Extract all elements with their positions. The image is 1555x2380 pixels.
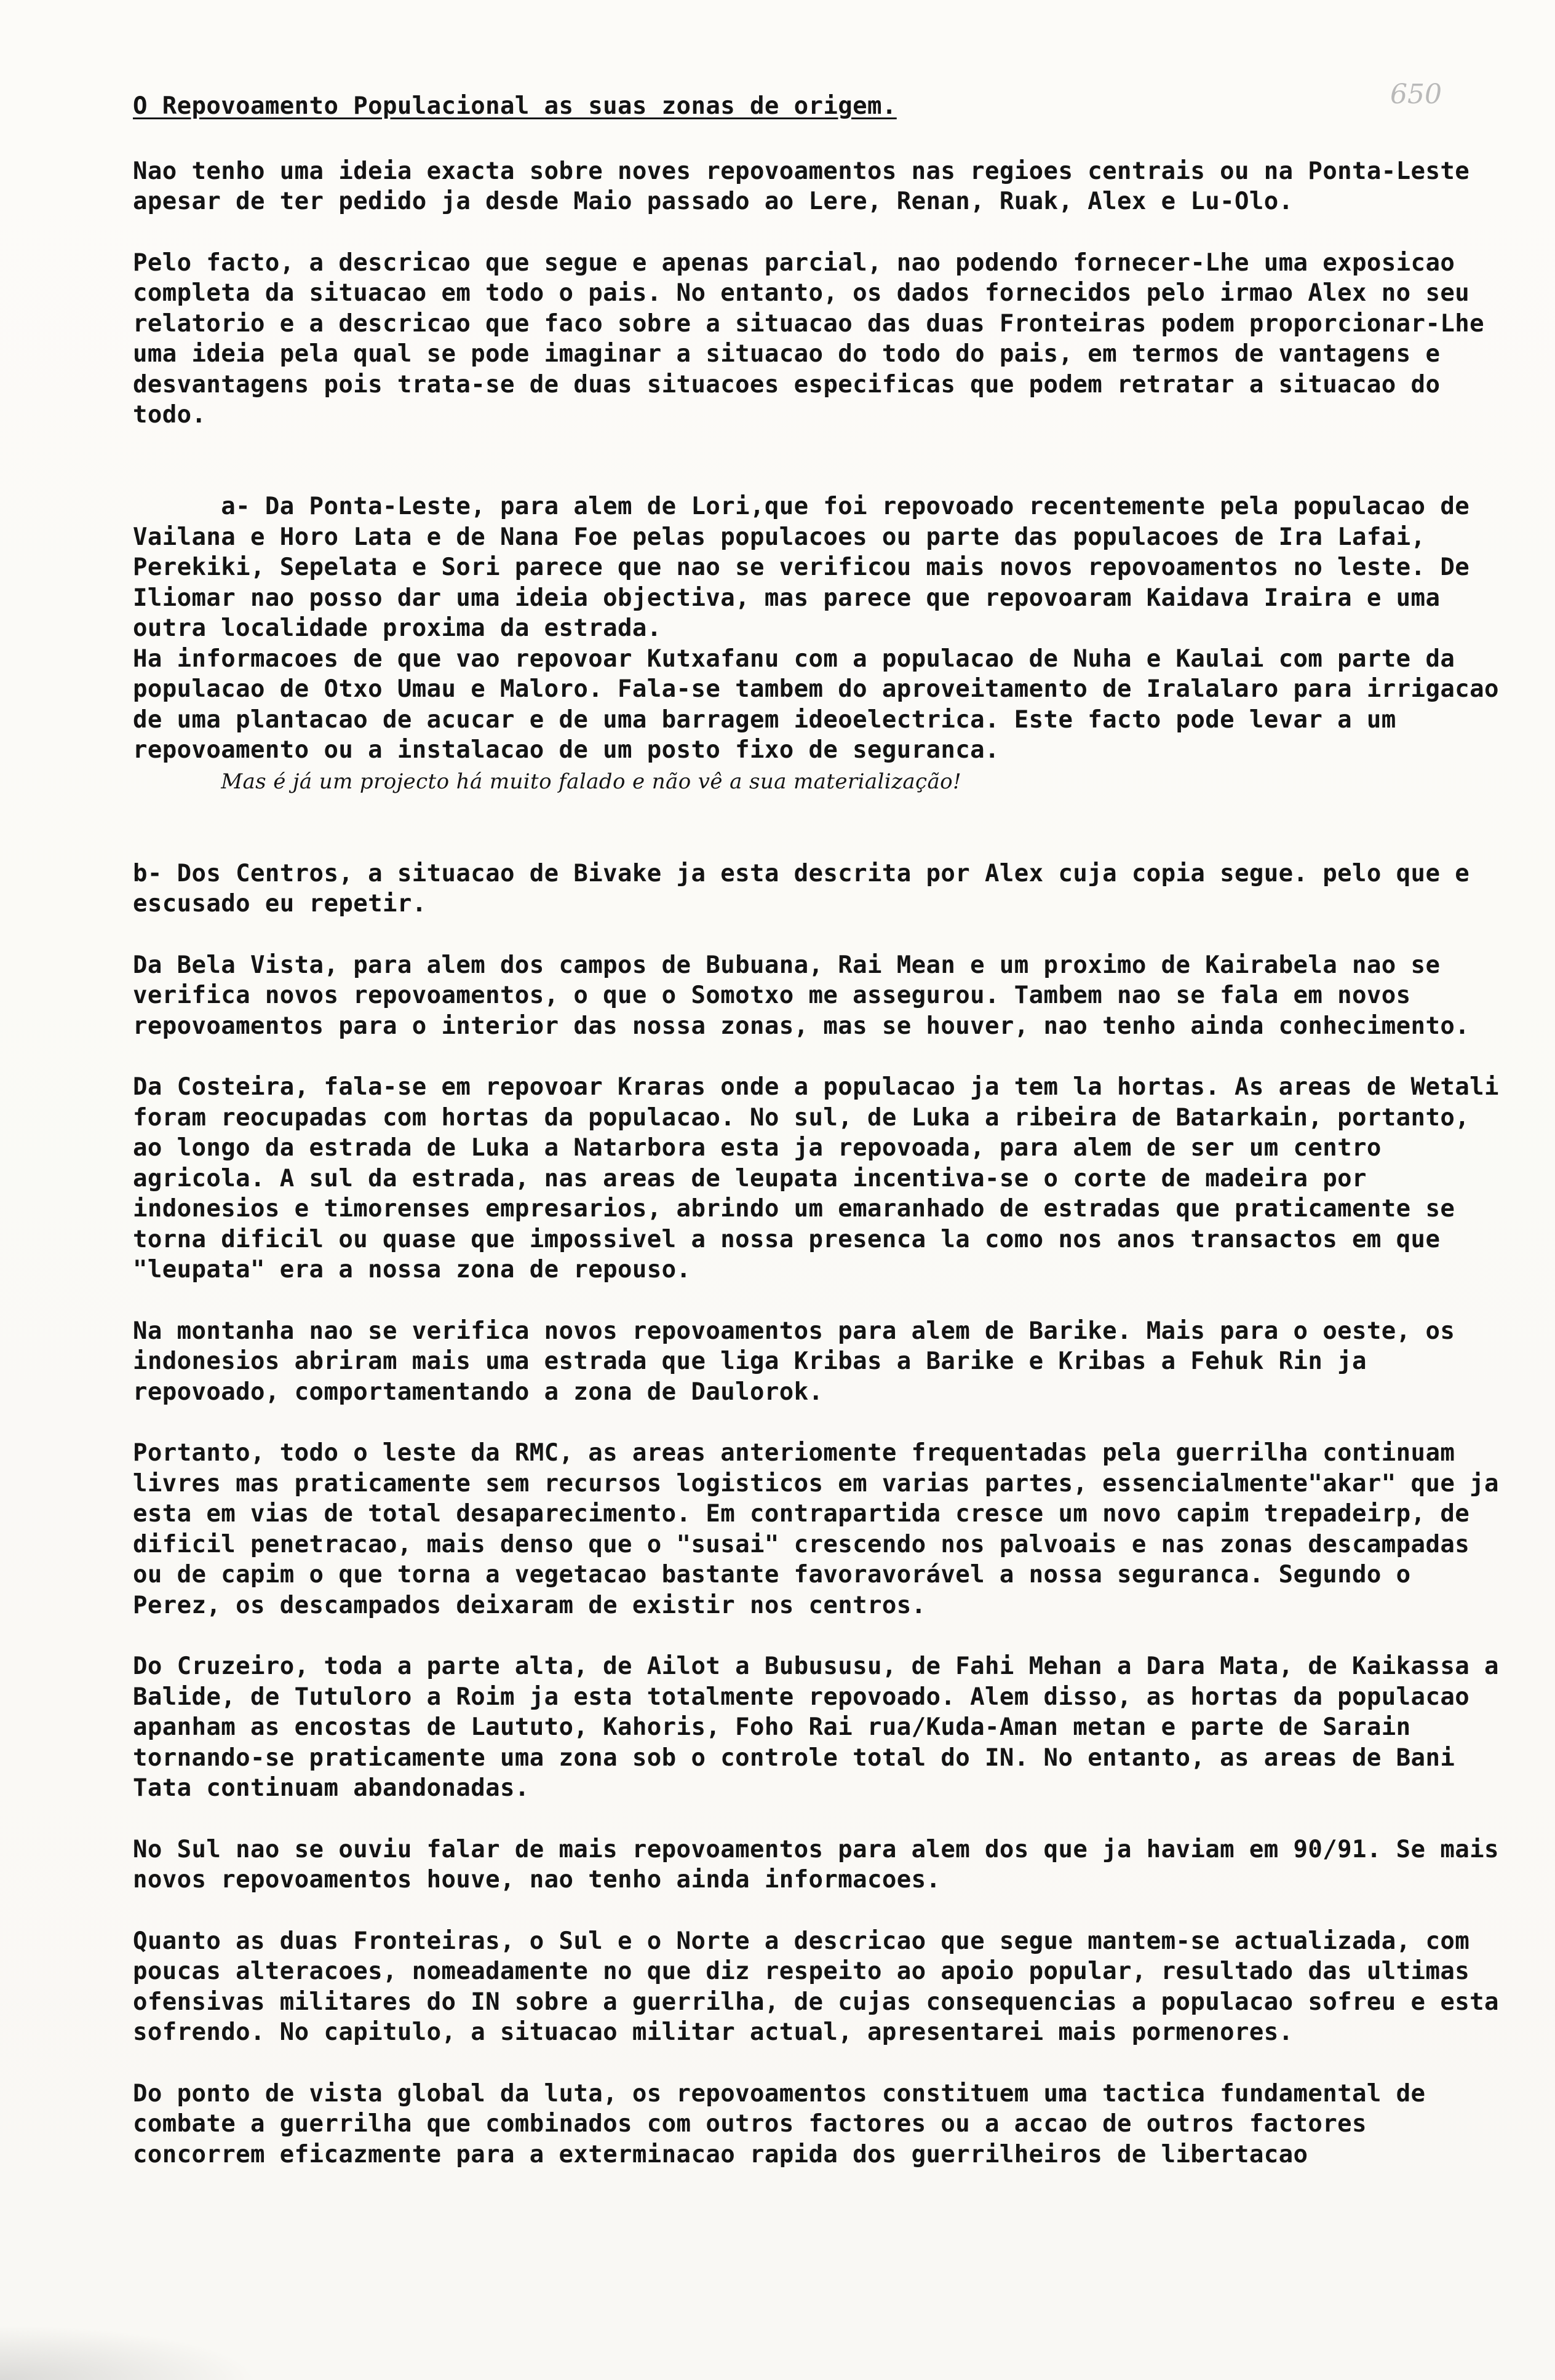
paragraph-rmc-leste: Portanto, todo o leste da RMC, as areas anteriomente frequentadas pela guerrilha continuam livres mas praticamente sem recursos logisticos em varias partes, essencialmente"akar" que ja esta em vias de total desaparecimento. Em contrapartida cresce um novo capim trepadeirp, de dificil penetracao, mais denso que o "susai" crescendo nos palvoais e nas zonas descampadas ou de capim o que torna a vegetacao bastante favoravorável a nossa seguranca. Segundo o Perez, os descampados deixaram de existir nos centros. — [133, 1439, 1514, 1619]
paragraph-montanha: Na montanha nao se verifica novos repovoamentos para alem de Barike. Mais para o oeste, os indonesios abriram mais uma estrada que liga Kribas a Barike e Kribas a Fehuk Rin ja repovoado, comportamentando a zona de Daulorok. — [133, 1317, 1470, 1406]
paragraph-ponta-leste — [133, 461, 1501, 828]
paragraph-ponta-leste-text: a- Da Ponta-Leste, para alem de Lori,que foi repovoado recentemente pela populacao de Vailana e Horo Lata e de Nana Foe pelas populacoes ou parte das populacoes de Ira Lafai, Perekiki, Sepelata e Sori parece que nao se verificou mais novos repovoamentos no leste. De Iliomar nao posso dar uma ideia objectiva, mas parece que repovoaram Kaidava Iraira e uma outra localidade proxima da estrada. Ha informacoes de que vao repovoar Kutxafanu com a populacao de Nuha e Kaulai com parte da populacao de Otxo Umau e Maloro. Fala-se tambem do aproveitamento de Iralalaro para irrigacao de uma plantacao de acucar e de uma barragem ideoelectrica. Este facto pode levar a um repovoamento ou a instalacao de um posto fixo de seguranca. — [133, 493, 1499, 764]
paragraph-intro: Nao tenho uma ideia exacta sobre noves repovoamentos nas regioes centrais ou na Ponta-Leste apesar de ter pedido ja desde Maio passado ao Lere, Renan, Ruak, Alex e Lu-Olo. — [133, 157, 1484, 215]
document-title: O Repovoamento Populacional as suas zonas de origem. — [133, 92, 897, 120]
paragraph-costeira: Da Costeira, fala-se em repovoar Kraras onde a populacao ja tem la hortas. As areas de Wetali foram reocupadas com hortas da populacao. No sul, de Luka a ribeira de Batarkain, portanto, ao longo da estrada de Luka a Natarbora esta ja repovoada, para alem de ser um centro agricola. A sul da estrada, nas areas de leupata incentiva-se o corte de madeira por indonesios e timorenses empresarios, abrindo um emaranhado de estradas que praticamente se torna dificil ou quase que impossivel a nossa presenca la como nos anos transactos em que "leupata" era a nossa zona de repouso. — [133, 1073, 1514, 1283]
paragraph-partial-description: Pelo facto, a descricao que segue e apenas parcial, nao podendo fornecer-Lhe uma exposicao completa da situacao em todo o pais. No entanto, os dados fornecidos pelo irmao Alex no seu relatorio e a descricao que faco sobre a situacao das duas Fronteiras podem proporcionar-Lhe uma ideia pela qual se pode imaginar a situacao do todo do pais, em termos de vantagens e desvantagens pois trata-se de duas situacoes especificas que podem retratar a situacao do todo. — [133, 248, 1499, 429]
paragraph-fronteiras: Quanto as duas Fronteiras, o Sul e o Norte a descricao que segue mantem-se actualizada, com poucas alteracoes, nomeadamente no que diz respeito ao apoio popular, resultado das ultimas ofensivas militares do IN sobre a guerrilha, de cujas consequencias a populacao sofreu e esta sofrendo. No capitulo, a situacao militar actual, apresentarei mais pormenores. — [133, 1927, 1514, 2046]
paragraph-global-luta: Do ponto de vista global da luta, os repovoamentos constituem uma tactica fundamental de combate a guerrilha que combinados com outros factores ou a accao de outros factores concorrem eficazmente para a exterminacao rapida dos guerrilheiros de libertacao — [133, 2079, 1441, 2168]
paragraph-cruzeiro: Do Cruzeiro, toda a parte alta, de Ailot a Bubususu, de Fahi Mehan a Dara Mata, de Kaikassa a Balide, de Tutuloro a Roim ja esta totalmente repovoado. Alem disso, as hortas da populacao apanham as encostas de Laututo, Kahoris, Foho Rai rua/Kuda-Aman metan e parte de Sarain tornando-se praticamente uma zona sob o controle total do IN. No entanto, as areas de Bani Tata continuam abandonadas. — [133, 1652, 1514, 1802]
paragraph-centros: b- Dos Centros, a situacao de Bivake ja esta descrita por Alex cuja copia segue. pelo que e escusado eu repetir. — [133, 859, 1484, 918]
page-number: 650 — [1390, 79, 1442, 110]
document-body — [133, 91, 1514, 2200]
handwritten-note: Mas é já um projecto há muito falado e não vê a sua materialização! — [221, 769, 962, 794]
scan-smudge — [0, 2325, 258, 2380]
paragraph-sul: No Sul nao se ouviu falar de mais repovoamentos para alem dos que ja haviam em 90/91. Se mais novos repovoamentos houve, nao tenho ainda informacoes. — [133, 1835, 1514, 1894]
paragraph-bela-vista: Da Bela Vista, para alem dos campos de Bubuana, Rai Mean e um proximo de Kairabela nao se verifica novos repovoamentos, o que o Somotxo me assegurou. Tambem nao se fala em novos repovoamentos para o interior das nossa zonas, mas se houver, nao tenho ainda conhecimento. — [133, 951, 1470, 1040]
